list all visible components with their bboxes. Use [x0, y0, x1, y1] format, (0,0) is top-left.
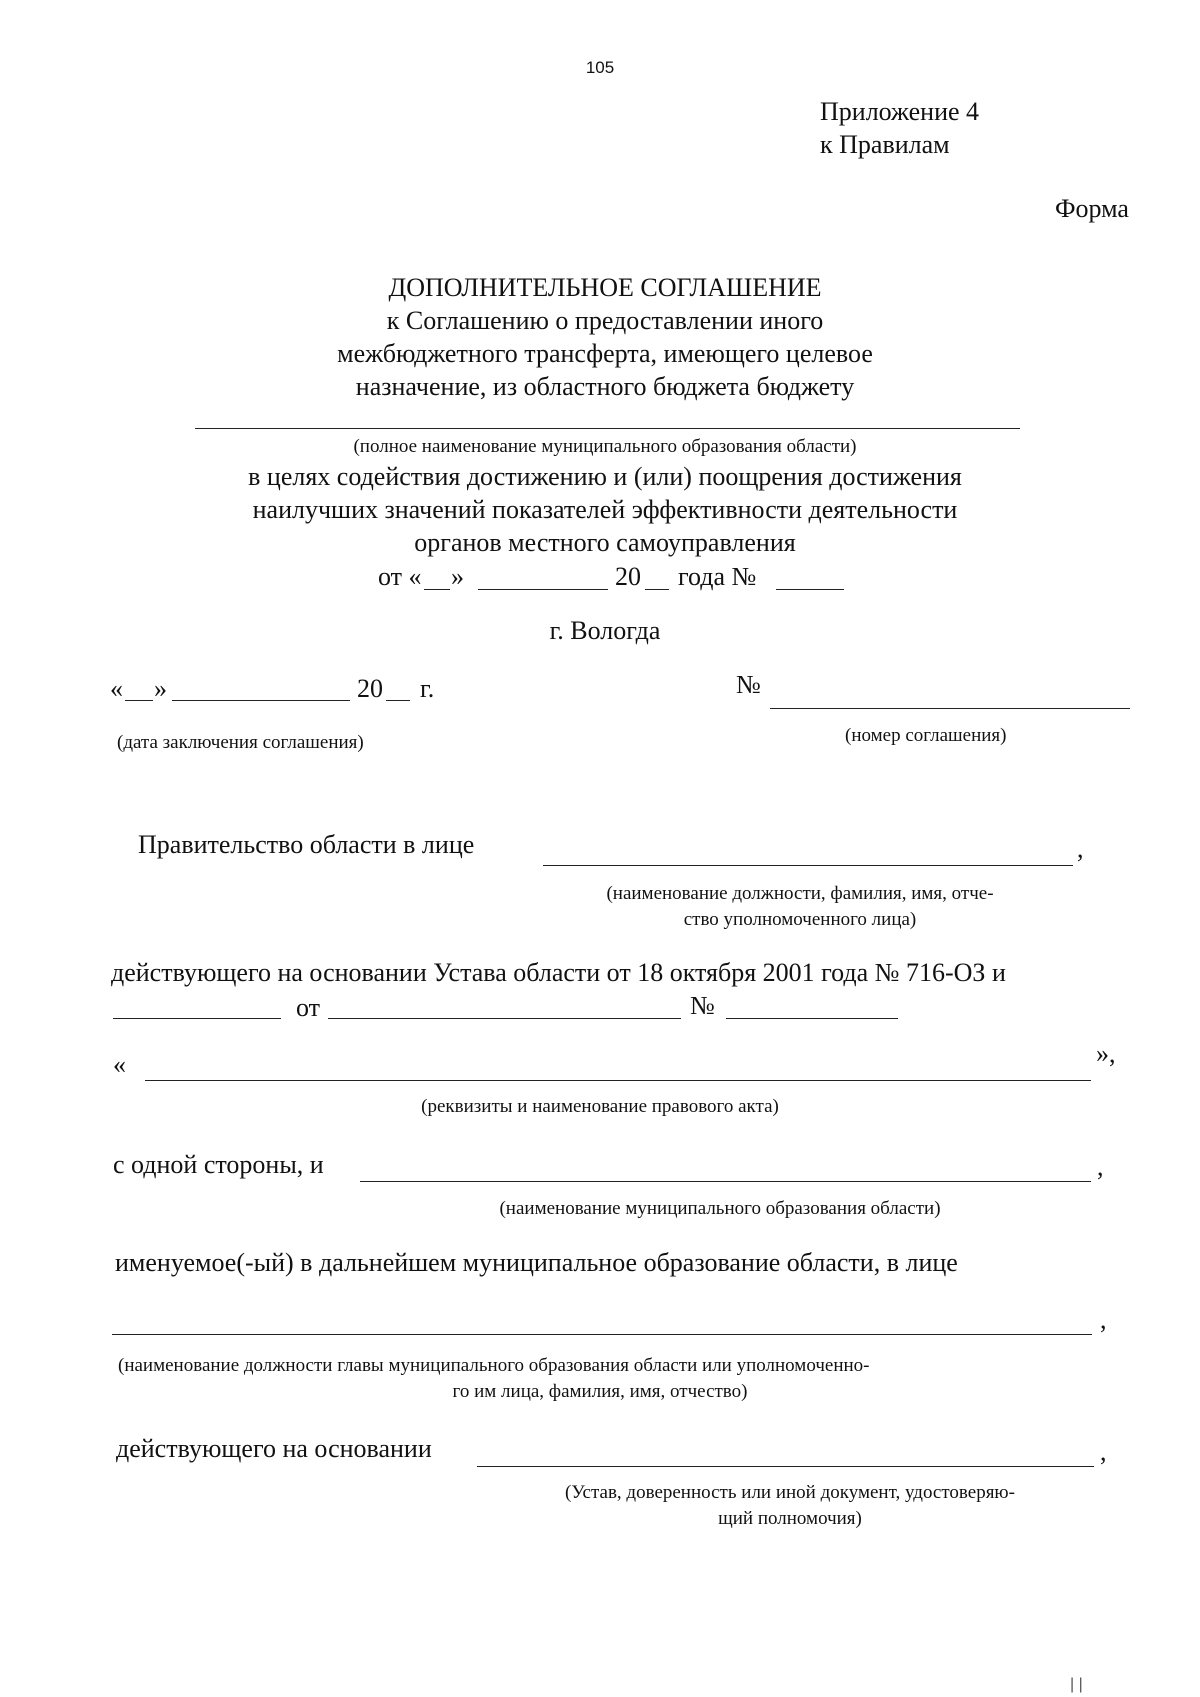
legal-act-caption: (реквизиты и наименование правового акта) — [421, 1096, 779, 1117]
legal-act-close-quote: », — [1096, 1039, 1116, 1068]
basis-comma: , — [1100, 1437, 1107, 1466]
corner-mark: | | — [1070, 1676, 1083, 1693]
conclusion-year-suffix: г. — [420, 674, 435, 703]
government-official-blank[interactable] — [543, 865, 1073, 866]
purpose-line-2: наилучших значений показателей эффективности деятельности — [252, 495, 958, 524]
form-label: Форма — [1055, 194, 1129, 223]
date-year-blank[interactable] — [645, 589, 669, 590]
conclusion-open-quote: « — [110, 674, 123, 703]
acting-from-label: от — [296, 993, 321, 1022]
basis-label: действующего на основании — [116, 1434, 432, 1463]
conclusion-year-blank[interactable] — [386, 700, 410, 701]
conclusion-day-blank[interactable] — [125, 700, 153, 701]
date-year-prefix: 20 — [615, 562, 641, 591]
title-line-2: межбюджетного трансферта, имеющего целевое — [337, 339, 873, 368]
date-close-quote: » — [451, 562, 464, 591]
acting-date-blank[interactable] — [328, 1018, 681, 1019]
party-municipality-blank[interactable] — [360, 1181, 1091, 1182]
conclusion-year-prefix: 20 — [357, 674, 383, 703]
rules-label: к Правилам — [820, 130, 950, 159]
named-comma: , — [1100, 1305, 1107, 1334]
agreement-number-blank[interactable] — [770, 708, 1130, 709]
date-number-blank[interactable] — [776, 589, 844, 590]
named-text: именуемое(-ый) в дальнейшем муниципальное образование области, в лице — [115, 1248, 958, 1277]
date-from-label: от « — [378, 562, 422, 591]
government-caption-line-2: ство уполномоченного лица) — [683, 909, 917, 930]
date-day-blank[interactable] — [424, 589, 450, 590]
government-comma: , — [1077, 834, 1084, 863]
agreement-number-sign: № — [736, 670, 761, 699]
acting-act-type-blank[interactable] — [113, 1018, 281, 1019]
named-official-blank[interactable] — [112, 1334, 1092, 1335]
government-caption-line-1: (наименование должности, фамилия, имя, отче- — [606, 883, 994, 904]
acting-number-blank[interactable] — [726, 1018, 898, 1019]
basis-caption-line-2: щий полномочия) — [718, 1508, 862, 1529]
party-caption: (наименование муниципального образования области) — [499, 1198, 941, 1219]
date-month-blank[interactable] — [478, 589, 608, 590]
basis-caption-line-1: (Устав, доверенность или иной документ, удостоверяю- — [565, 1482, 1015, 1503]
municipality-caption: (полное наименование муниципального образования области) — [353, 436, 857, 457]
acting-number-sign: № — [690, 991, 715, 1020]
purpose-line-1: в целях содействия достижению и (или) поощрения достижения — [248, 462, 962, 491]
basis-document-blank[interactable] — [477, 1466, 1094, 1467]
party-comma: , — [1097, 1152, 1104, 1181]
page-number: 105 — [585, 58, 615, 77]
legal-act-blank[interactable] — [145, 1080, 1091, 1081]
title-line-1: к Соглашению о предоставлении иного — [386, 306, 824, 335]
document-title: ДОПОЛНИТЕЛЬНОЕ СОГЛАШЕНИЕ — [388, 273, 822, 302]
municipality-blank-line[interactable] — [195, 428, 1020, 429]
government-label: Правительство области в лице — [138, 830, 475, 859]
named-caption-line-1: (наименование должности главы муниципального образования области или уполномоченно- — [118, 1355, 870, 1376]
date-year-suffix: года № — [678, 562, 757, 591]
conclusion-date-caption: (дата заключения соглашения) — [117, 732, 364, 753]
conclusion-month-blank[interactable] — [172, 700, 350, 701]
appendix-label: Приложение 4 — [820, 97, 980, 126]
named-caption-line-2: го им лица, фамилия, имя, отчество) — [452, 1381, 748, 1402]
agreement-number-caption: (номер соглашения) — [845, 725, 1007, 746]
city-label: г. Вологда — [549, 616, 661, 645]
party-label: с одной стороны, и — [113, 1150, 324, 1179]
conclusion-close-quote: » — [154, 674, 167, 703]
legal-act-open-quote: « — [113, 1050, 126, 1079]
purpose-line-3: органов местного самоуправления — [414, 528, 796, 557]
acting-charter-text: действующего на основании Устава области от 18 октября 2001 года № 716-ОЗ и — [111, 958, 1006, 987]
title-line-3: назначение, из областного бюджета бюджету — [355, 372, 855, 401]
